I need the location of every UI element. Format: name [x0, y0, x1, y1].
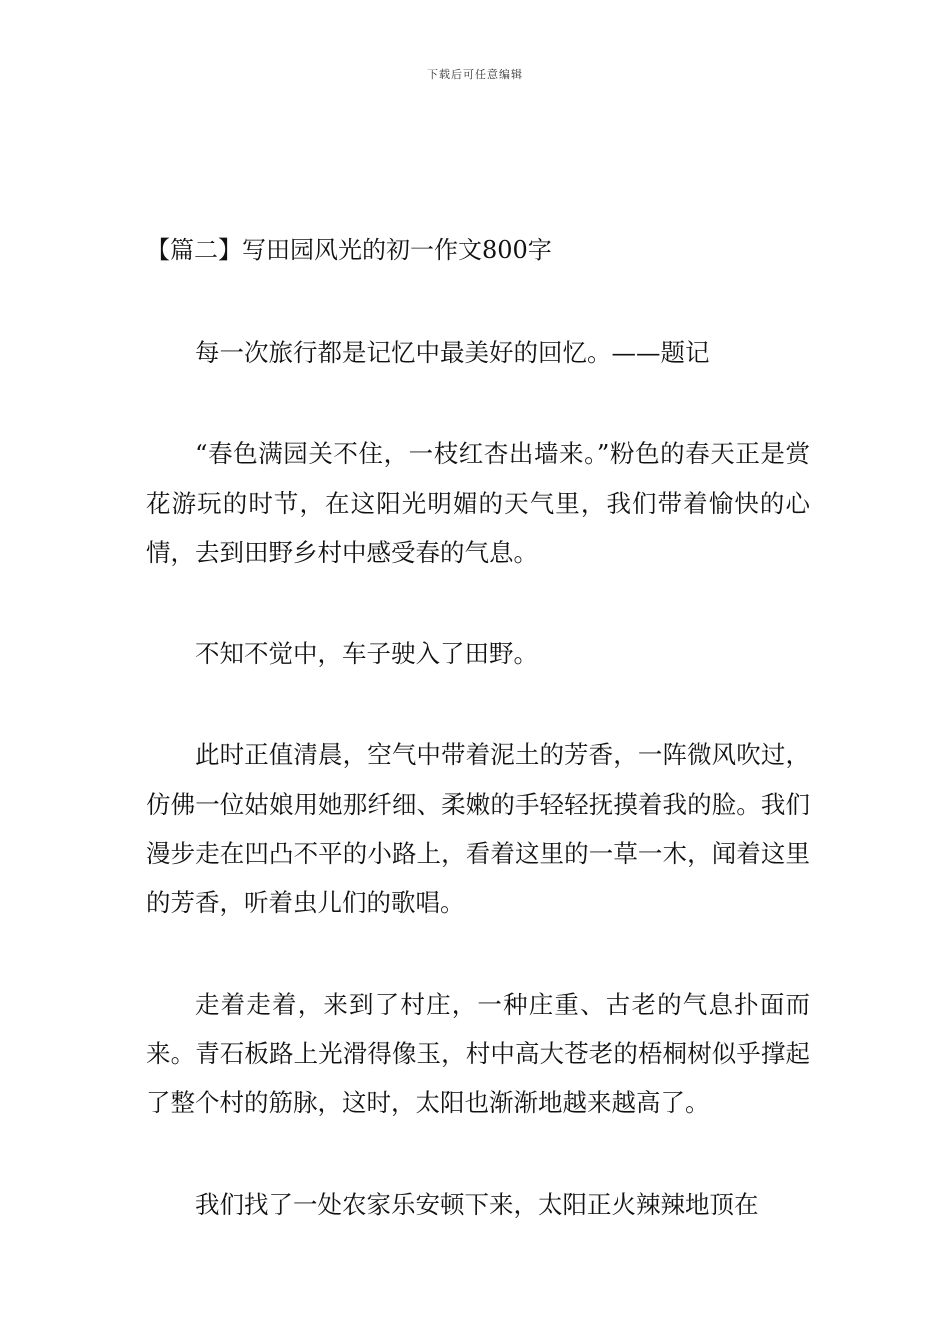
document-title: 【篇二】写田园风光的初一作文800字 [146, 236, 552, 264]
page-header: 下载后可任意编辑 [427, 68, 523, 81]
paragraph: “春色满园关不住，一枝红杏出墙来。”粉色的春天正是赏花游玩的时节，在这阳光明媚的天气里，我们带着愉快的心情，去到田野乡村中感受春的气息。 [146, 439, 810, 567]
paragraph-epigraph: 每一次旅行都是记忆中最美好的回忆。——题记 [195, 338, 710, 367]
paragraph: 此时正值清晨，空气中带着泥土的芳香，一阵微风吹过，仿佛一位姑娘用她那纤细、柔嫩的手轻轻抚摸着我的脸。我们漫步走在凹凸不平的小路上，看着这里的一草一木，闻着这里的芳香，听着虫儿们的歌唱。 [146, 740, 810, 918]
document-body [146, 226, 810, 1229]
paragraph: 不知不觉中，车子驶入了田野。 [195, 639, 538, 669]
paragraph: 走着走着，来到了村庄，一种庄重、古老的气息扑面而来。青石板路上光滑得像玉，村中高大苍老的梧桐树似乎撑起了整个村的筋脉，这时，太阳也渐渐地越来越高了。 [146, 989, 810, 1118]
paragraph: 我们找了一处农家乐安顿下来，太阳正火辣辣地顶在 [195, 1189, 759, 1219]
